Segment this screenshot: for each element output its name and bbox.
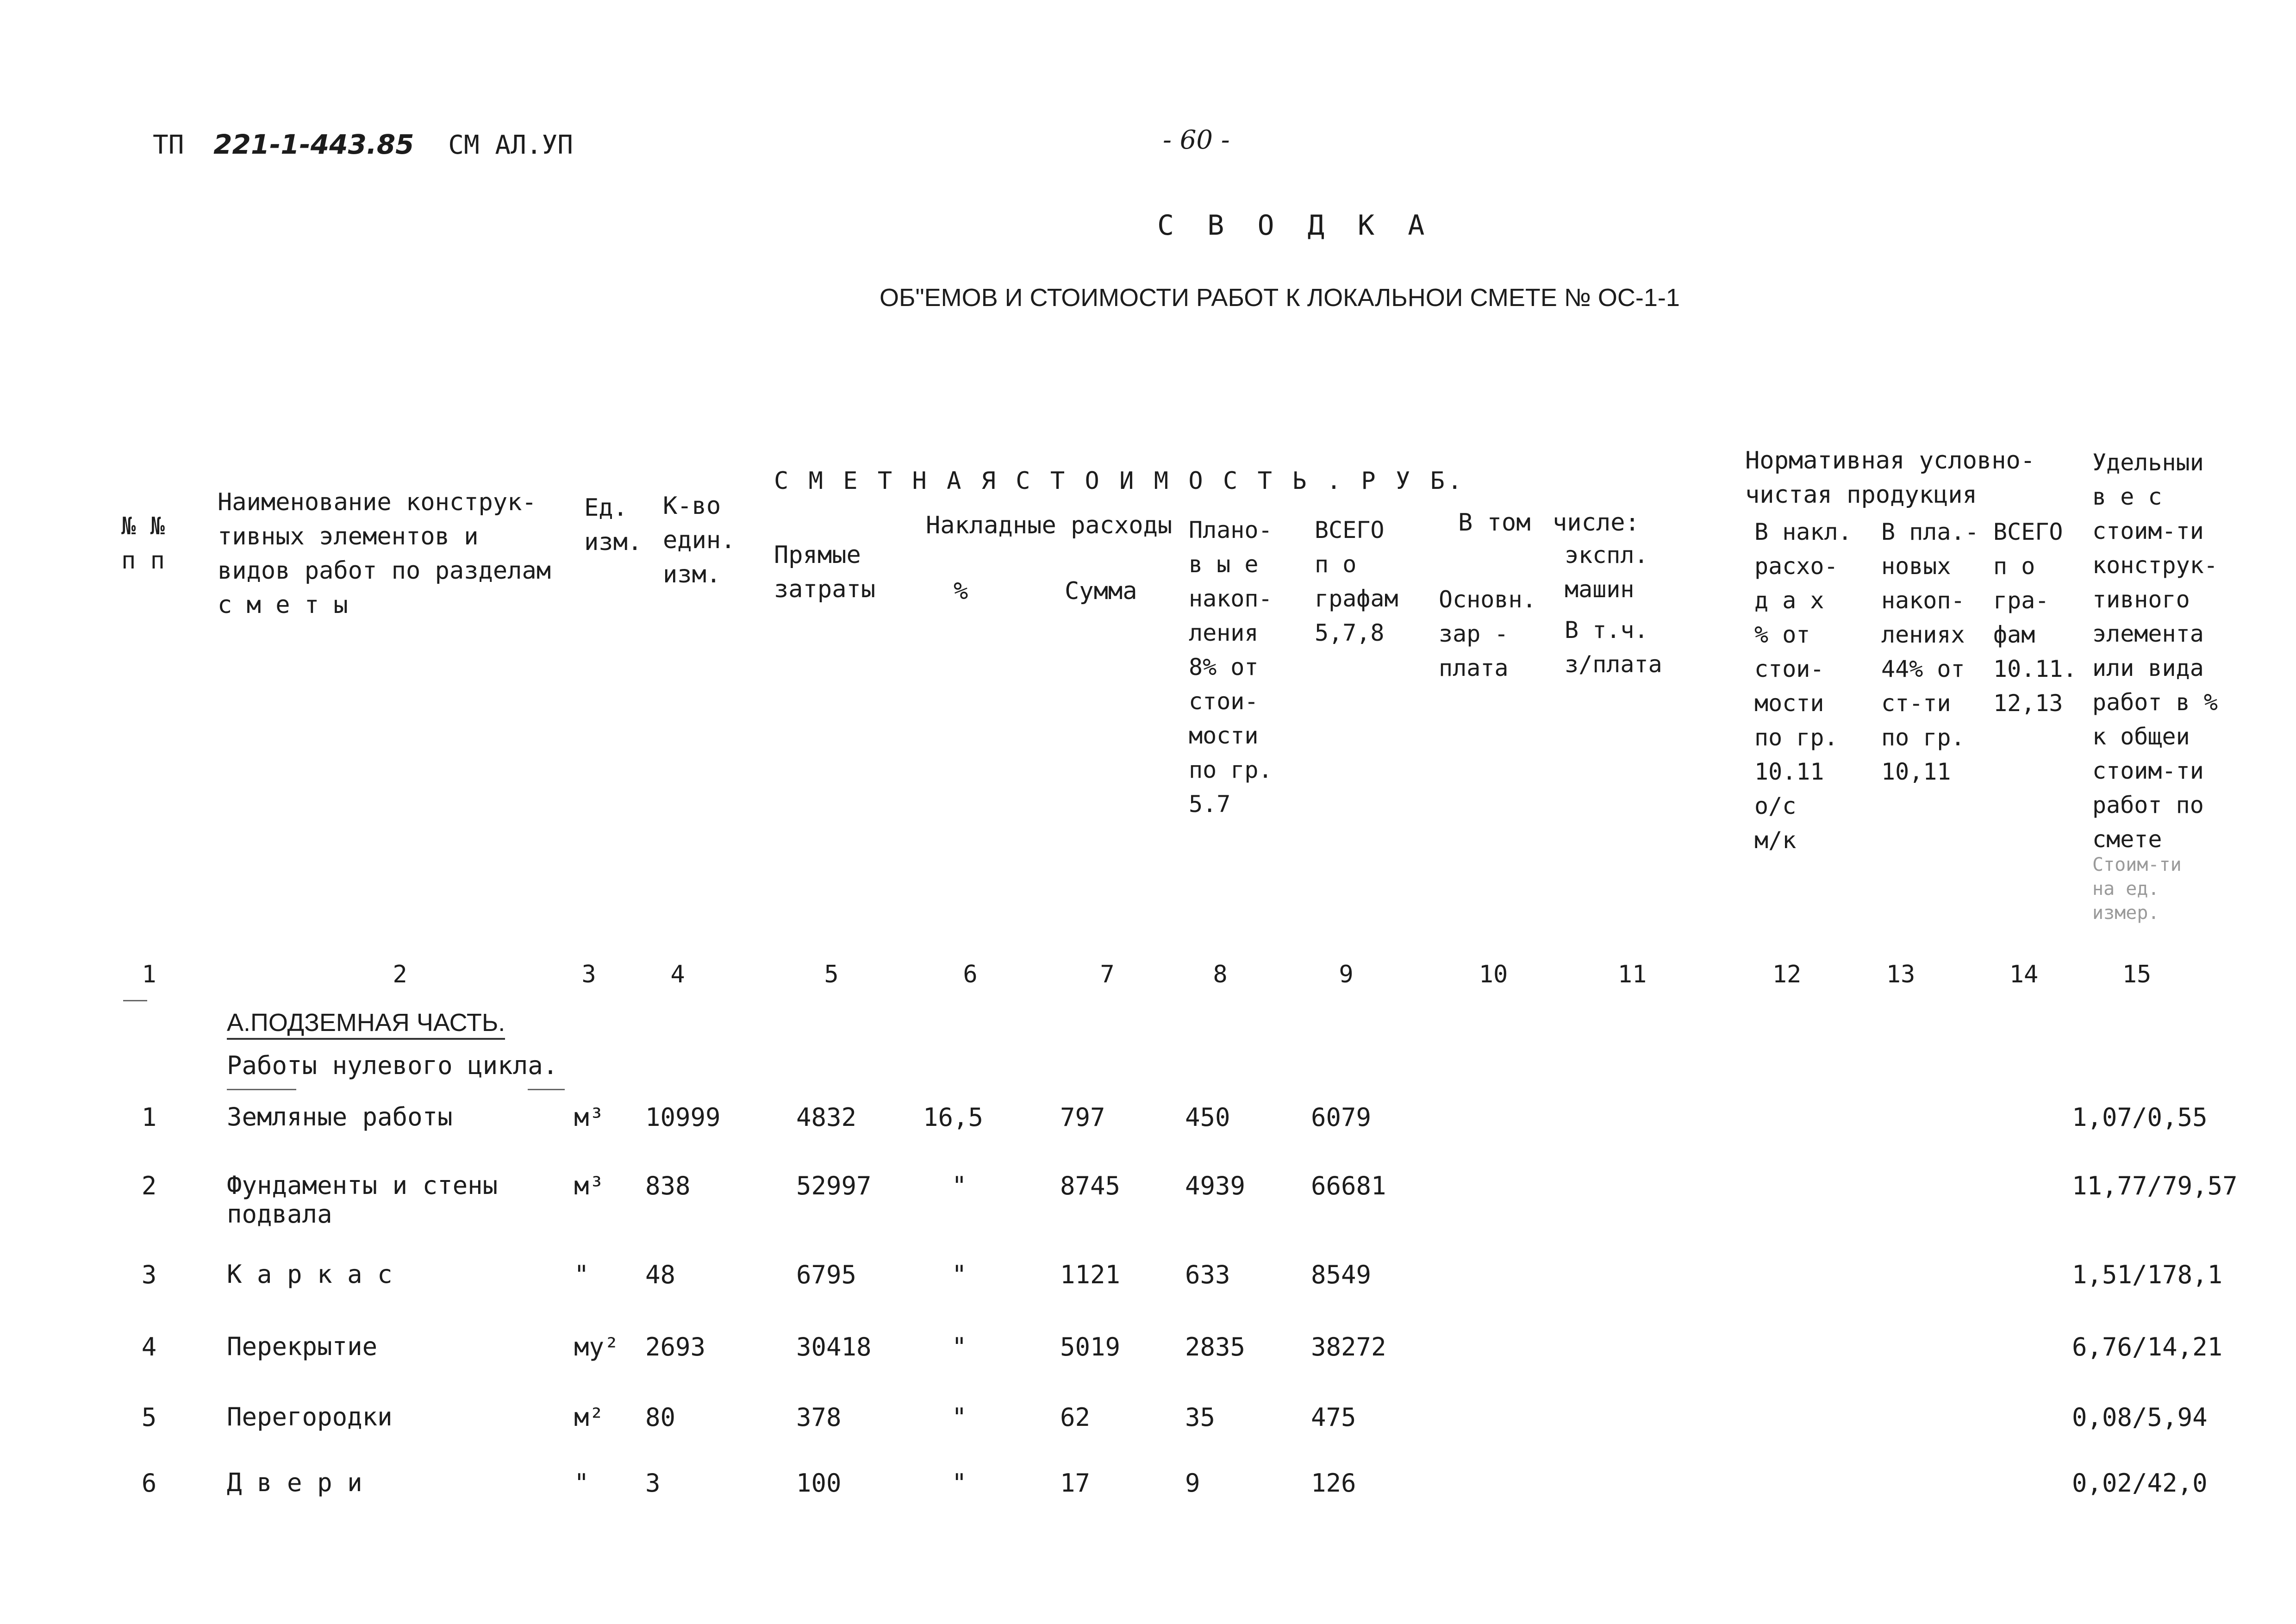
document-title: С В О Д К А bbox=[1157, 209, 1433, 242]
col-header-quantity: К-во един. изм. bbox=[663, 492, 736, 588]
scan-mark bbox=[528, 1089, 565, 1090]
row-planned-savings: 2835 bbox=[1185, 1332, 1246, 1362]
row-quantity: 48 bbox=[645, 1260, 676, 1289]
column-number: 1 bbox=[142, 961, 156, 988]
row-overhead-sum: 8745 bbox=[1060, 1171, 1121, 1200]
row-direct-costs: 100 bbox=[796, 1468, 842, 1498]
row-direct-costs: 52997 bbox=[796, 1171, 872, 1200]
row-total: 38272 bbox=[1311, 1332, 1386, 1362]
document-code-line bbox=[153, 129, 573, 160]
col-header-total-norm: ВСЕГО п о гра- фам 10.11. 12,13 bbox=[1993, 518, 2077, 717]
row-overhead-percent: " bbox=[952, 1260, 967, 1289]
row-name: Перекрытие bbox=[227, 1332, 378, 1361]
row-total: 66681 bbox=[1311, 1171, 1386, 1200]
row-total: 475 bbox=[1311, 1403, 1356, 1432]
row-quantity: 80 bbox=[645, 1403, 676, 1432]
row-name: Земляные работы bbox=[227, 1102, 453, 1131]
col-header-planned-savings: Плано- в ы е накоп- ления 8% от стои- мости по гр. 5.7 bbox=[1189, 517, 1273, 818]
row-unit: м² bbox=[574, 1403, 605, 1432]
col-group-estimated-cost: С М Е Т Н А Я С Т О И М О С Т Ь . Р У Б. bbox=[774, 467, 1465, 495]
row-direct-costs: 6795 bbox=[796, 1260, 857, 1289]
col-group-including-a: В том bbox=[1458, 509, 1531, 537]
doc-album: СМ АЛ.УП bbox=[448, 130, 573, 160]
col-header-number: № № п п bbox=[121, 512, 165, 575]
row-specific-weight: 1,51/178,1 bbox=[2072, 1260, 2223, 1289]
column-number: 12 bbox=[1772, 961, 1802, 988]
row-number: 5 bbox=[141, 1403, 157, 1432]
col-header-base-salary: Основн. зар - плата bbox=[1439, 586, 1536, 681]
document-subtitle: ОБ"ЕМОВ И СТОИМОСТИ РАБОТ К ЛОКАЛЬНОИ СМЕТЕ № ОС-1-1 bbox=[880, 284, 1680, 312]
col-header-machine-salary: В т.ч. з/плата bbox=[1565, 617, 1662, 678]
row-number: 3 bbox=[141, 1260, 157, 1289]
row-quantity: 2693 bbox=[645, 1332, 706, 1362]
row-name: Фундаменты и стены подвала bbox=[227, 1171, 498, 1229]
col-header-name: Наименование конструк- тивных элементов и видов работ по разделам с м е т ы bbox=[218, 488, 551, 619]
column-number: 9 bbox=[1339, 961, 1354, 988]
row-name: Перегородки bbox=[227, 1402, 393, 1431]
row-total: 6079 bbox=[1311, 1103, 1372, 1132]
column-number: 13 bbox=[1886, 961, 1915, 988]
row-unit: " bbox=[574, 1468, 589, 1498]
row-total: 126 bbox=[1311, 1468, 1356, 1498]
row-total: 8549 bbox=[1311, 1260, 1372, 1289]
scan-mark bbox=[227, 1089, 296, 1090]
row-specific-weight: 0,08/5,94 bbox=[2072, 1403, 2208, 1432]
row-name: Д в е р и bbox=[227, 1468, 362, 1497]
page-number: - 60 - bbox=[1163, 125, 1230, 155]
row-specific-weight: 1,07/0,55 bbox=[2072, 1103, 2208, 1132]
row-direct-costs: 378 bbox=[796, 1403, 842, 1432]
col-header-unit: Ед. изм. bbox=[584, 494, 643, 556]
row-unit: м³ bbox=[574, 1171, 605, 1200]
row-planned-savings: 633 bbox=[1185, 1260, 1230, 1289]
row-overhead-sum: 797 bbox=[1060, 1103, 1105, 1132]
row-number: 6 bbox=[141, 1468, 157, 1498]
row-overhead-percent: 16,5 bbox=[923, 1103, 984, 1132]
column-number: 2 bbox=[393, 961, 407, 988]
col-header-overhead-sum: Сумма bbox=[1065, 577, 1137, 605]
row-overhead-sum: 1121 bbox=[1060, 1260, 1121, 1289]
row-number: 1 bbox=[141, 1103, 157, 1132]
row-planned-savings: 4939 bbox=[1185, 1171, 1246, 1200]
column-number: 14 bbox=[2009, 961, 2039, 988]
column-number: 4 bbox=[670, 961, 685, 988]
row-planned-savings: 9 bbox=[1185, 1468, 1200, 1498]
doc-prefix: ТП bbox=[153, 130, 184, 160]
col-header-unit-cost-faded: Стоим-ти на ед. измер. bbox=[2092, 854, 2182, 924]
row-overhead-percent: " bbox=[952, 1332, 967, 1362]
column-number: 10 bbox=[1479, 961, 1508, 988]
col-header-in-planned: В пла.- новых накоп- лениях 44% от ст-ти по гр. 10,11 bbox=[1881, 518, 1979, 785]
column-number: 6 bbox=[963, 961, 978, 988]
row-overhead-sum: 62 bbox=[1060, 1403, 1091, 1432]
row-quantity: 10999 bbox=[645, 1103, 721, 1132]
column-number: 8 bbox=[1213, 961, 1228, 988]
scan-mark bbox=[123, 1000, 147, 1001]
doc-code: 221-1-443.85 bbox=[213, 129, 414, 160]
row-planned-savings: 450 bbox=[1185, 1103, 1230, 1132]
col-header-in-overhead: В накл. расхо- д а х % от стои- мости по гр. 10.11 о/с м/к bbox=[1754, 518, 1852, 854]
col-header-specific-weight: Удельныи в е с стоим-ти конструк- тивного элемента или вида работ в % к общеи стоим-ти работ по смете bbox=[2092, 449, 2218, 853]
row-overhead-percent: " bbox=[952, 1468, 967, 1498]
row-planned-savings: 35 bbox=[1185, 1403, 1216, 1432]
row-overhead-sum: 5019 bbox=[1060, 1332, 1121, 1362]
col-group-including-b: числе: bbox=[1553, 509, 1640, 537]
column-number: 11 bbox=[1617, 961, 1647, 988]
row-overhead-sum: 17 bbox=[1060, 1468, 1091, 1498]
row-specific-weight: 0,02/42,0 bbox=[2072, 1468, 2208, 1498]
column-number: 7 bbox=[1100, 961, 1115, 988]
col-header-overhead-percent: % bbox=[954, 577, 968, 605]
column-number: 15 bbox=[2122, 961, 2152, 988]
column-number: 5 bbox=[824, 961, 839, 988]
row-name: К а р к а с bbox=[227, 1260, 393, 1289]
row-overhead-percent: " bbox=[952, 1403, 967, 1432]
col-header-total: ВСЕГО п о графам 5,7,8 bbox=[1315, 517, 1398, 646]
section-subtitle: Работы нулевого цикла. bbox=[227, 1051, 558, 1080]
col-header-machine-operation: экспл. машин bbox=[1565, 542, 1648, 603]
row-specific-weight: 6,76/14,21 bbox=[2072, 1332, 2223, 1362]
row-overhead-percent: " bbox=[952, 1171, 967, 1200]
section-title: А.ПОДЗЕМНАЯ ЧАСТЬ. bbox=[227, 1008, 505, 1040]
row-unit: м³ bbox=[574, 1103, 605, 1132]
row-unit: " bbox=[574, 1260, 589, 1289]
col-group-normative-production: Нормативная условно- чистая продукция bbox=[1745, 447, 2035, 509]
row-direct-costs: 30418 bbox=[796, 1332, 872, 1362]
row-quantity: 838 bbox=[645, 1171, 691, 1200]
column-number: 3 bbox=[581, 961, 596, 988]
row-number: 4 bbox=[141, 1332, 157, 1362]
row-quantity: 3 bbox=[645, 1468, 661, 1498]
col-group-overhead: Накладные расходы bbox=[926, 512, 1173, 539]
col-header-direct-costs: Прямые затраты bbox=[774, 541, 876, 603]
row-specific-weight: 11,77/79,57 bbox=[2072, 1171, 2238, 1200]
row-number: 2 bbox=[141, 1171, 157, 1200]
row-unit: му² bbox=[574, 1332, 619, 1362]
row-direct-costs: 4832 bbox=[796, 1103, 857, 1132]
